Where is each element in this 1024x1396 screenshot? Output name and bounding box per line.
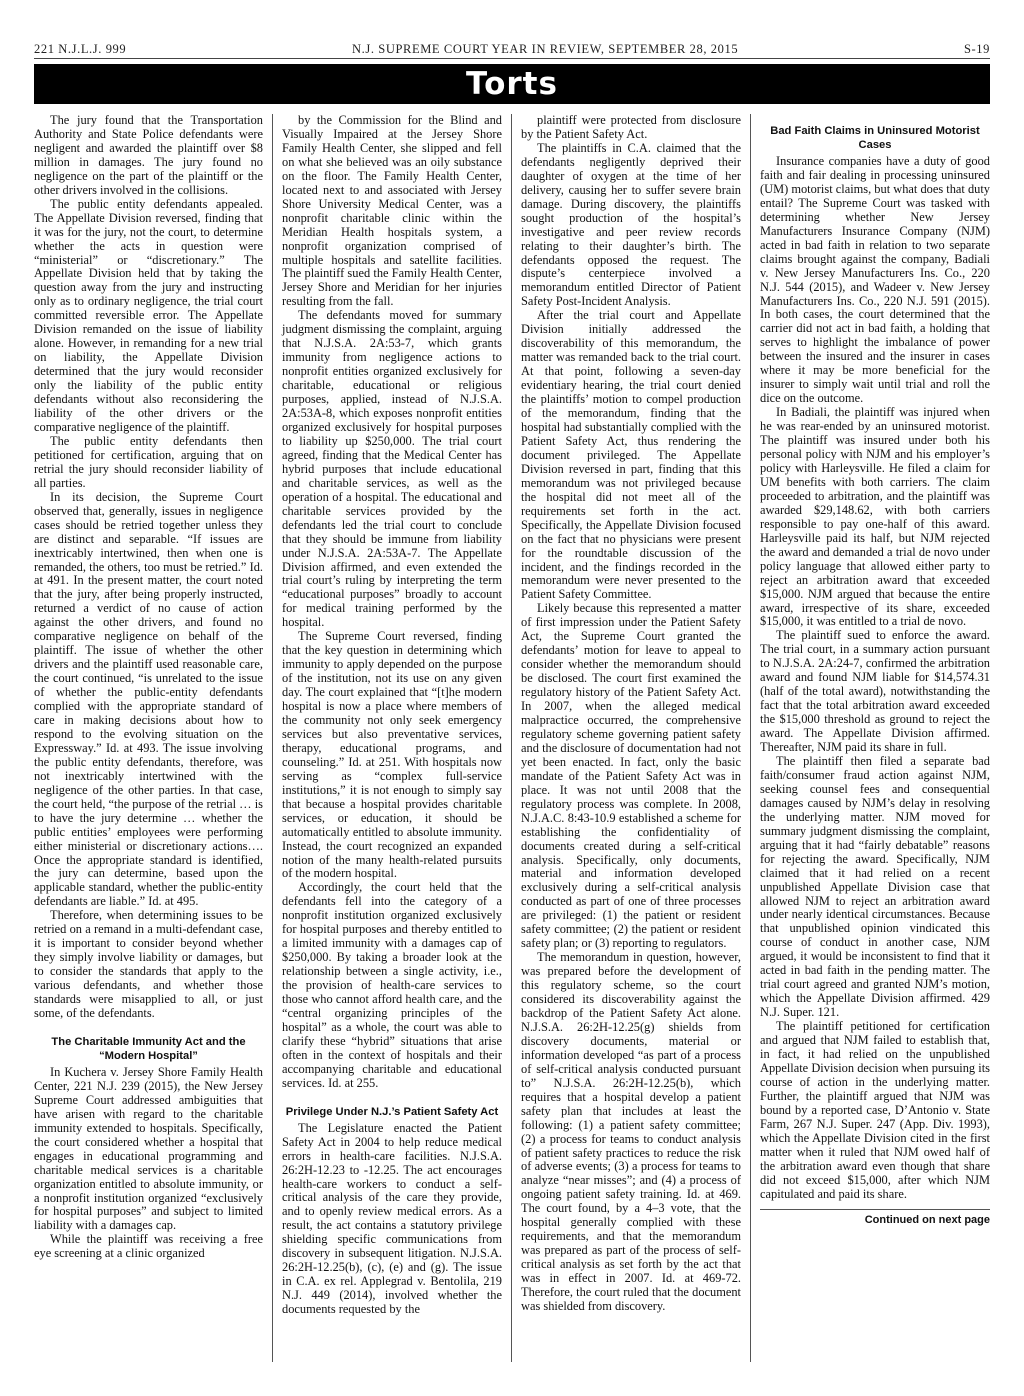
- paragraph: The Supreme Court reversed, finding that the key question in determining which immunity to apply depended on the purpose of the institution, not its use on any given day. The court explained that “[t]he modern hospital is now a place where members of the community not only seek emergency services but also preventative services, therapy, educational programs, and counseling.” Id. at 251. With hospitals now serving as “complex full-service institutions,” it is not enough to simply say that because a hospital provides charitable services, or education, it should be automatically entitled to absolute immunity. Instead, the court recognized an expanded notion of the many health-related pursuits of the modern hospital.: [282, 629, 502, 881]
- paragraph: The Legislature enacted the Patient Safety Act in 2004 to help reduce medical errors in health-care facilities. N.J.S.A. 26:2H-12.23 to -12.25. The act encourages health-care workers to conduct a self-critical analysis of the care they provide, and to openly review medical errors. As a result, the act contains a statutory privilege shielding specific communications from discovery in subsequent litigation. N.J.S.A. 26:2H-12.25(b), (c), (e) and (g). The issue in C.A. ex rel. Applegrad v. Bentolila, 219 N.J. 449 (2014), involved whether the documents requested by the: [282, 1120, 502, 1317]
- paragraph: In its decision, the Supreme Court observed that, generally, issues in negligence cases should be retried together unless they are distinct and separable. “If issues are inextricably intertwined, then when one is remanded, the others, too must be retried.” Id. at 491. In the present matter, the court noted that the jury, after being properly instructed, returned a verdict of no cause of action against the other drivers, and found no comparative negligence on behalf of the plaintiff. The issue of whether the other drivers and the plaintiff used reasonable care, the court continued, “is unrelated to the issue of whether the public-entity defendants complied with the appropriate standard of care in making decisions about how to respond to the evolving situation on the Expressway.” Id. at 493. The issue involving the public entity defendants, therefore, was not inextricably intertwined with the negligence of the other parties. In that case, the court held, “the purpose of the retrial … is to have the jury determine … whether the public entities’ employees were performing either ministerial or discretionary actions…. Once the appropriate standard is identified, the jury can determine, based upon the applicable standard, whether the public-entity defendants are liable.” Id. at 495.: [34, 489, 263, 909]
- header-rule: [34, 58, 990, 59]
- header-page-number: S-19: [963, 42, 990, 56]
- header-publication: N.J. SUPREME COURT YEAR IN REVIEW, SEPTEMBER 28, 2015: [352, 42, 739, 56]
- paragraph: The plaintiff then filed a separate bad faith/consumer fraud action against NJM, seeking counsel fees and consequential damages caused by NJM’s delay in resolving the underlying matter. NJM moved for summary judgment dismissing the complaint, arguing that it had “fairly debatable” reasons for rejecting the award. Specifically, NJM claimed that it had relied on a recent unpublished Appellate Division case that allowed NJM to reject an arbitration award under nearly identical circumstances. Because that unpublished opinion vindicated this course of conduct in another case, NJM argued, it would be inconsistent to find that it acted in bad faith in the pending matter. The trial court agreed and granted NJM’s motion, which the Appellate Division affirmed. 429 N.J. Super. 121.: [760, 753, 990, 1020]
- article-columns: [34, 114, 990, 1362]
- article-column-1: [34, 114, 273, 1362]
- paragraph: After the trial court and Appellate Division initially addressed the discoverability of this memorandum, the matter was remanded back to the trial court. At that point, following a seven-day evidentiary hearing, the trial court denied the plaintiffs’ motion to compel production of the memorandum, finding that the hospital had substantially complied with the Patient Safety Act, thus rendering the document privileged. The Appellate Division reversed in part, finding that this memorandum was not privileged because the hospital did not meet all of the requirements set forth in the act. Specifically, the Appellate Division focused on the fact that no physicians were present for the roundtable discussion of the incident, and the findings recorded in the memorandum were never presented to the Patient Safety Committee.: [521, 308, 741, 602]
- section-heading: The Charitable Immunity Act and the “Modern Hospital”: [51, 1035, 246, 1062]
- paragraph: Likely because this represented a matter of first impression under the Patient Safety Act, the Supreme Court granted the defendants’ motion for leave to appeal to consider whether the memorandum should be disclosed. The court first examined the regulatory history of the Patient Safety Act. In 2007, when the alleged medical malpractice occurred, the comprehensive regulatory scheme governing patient safety and the disclosure of documentation had not yet been enacted. In fact, only the basic mandate of the Patient Safety Act was in place. It was not until 2008 that the regulatory process was complete. In 2008, N.J.A.C. 8:43-10.9 established a scheme for establishing the confidentiality of documents created during a self-critical analysis. Specifically, only documents, material and information developed exclusively during a self-critical analysis conducted as part of one of three processes are privileged: (1) the patient or resident safety committee; (2) the patient or resident safety plan; or (3) reporting to regulators.: [521, 601, 741, 951]
- paragraph: The plaintiffs in C.A. claimed that the defendants negligently deprived their daughter of oxygen at the time of her delivery, causing her to suffer severe brain damage. During discovery, the plaintiffs sought production of the hospital’s investigative and peer review records relating to their daughter’s birth. The defendants opposed the request. The dispute’s centerpiece involved a memorandum entitled Director of Patient Safety Post-Incident Analysis.: [521, 140, 741, 309]
- running-header: [34, 42, 990, 57]
- article-column-4: [751, 114, 990, 1362]
- paragraph: The plaintiff petitioned for certification and argued that NJM failed to establish that, in fact, it had relied on the unpublished Appellate Division decision when pursuing its course of action in the underlying matter. Further, the plaintiff argued that NJM was bound by a reported case, D’Antonio v. State Farm, 267 N.J. Super. 247 (App. Div. 1993), which the Appellate Division cited in the first matter when it ruled that NJM owed half of the arbitration award even though that share did not exceed $15,000, after which NJM capitulated and paid its share.: [760, 1019, 990, 1201]
- section-heading: Privilege Under N.J.’s Patient Safety Act: [285, 1105, 499, 1118]
- paragraph: plaintiff were protected from disclosure by the Patient Safety Act.: [521, 114, 741, 141]
- paragraph: The jury found that the Transportation Authority and State Police defendants were negligent and awarded the plaintiff over $8 million in damages. The jury found no negligence on the part of the plaintiff or the other drivers involved in the collisions.: [34, 114, 263, 197]
- paragraph: The defendants moved for summary judgment dismissing the complaint, arguing that N.J.S.A. 2A:53-7, which grants immunity from negligence actions to nonprofit entities organized exclusively for charitable, educational or religious purposes, applied, instead of N.J.S.A. 2A:53A-8, which exposes nonprofit entities organized exclusively for hospital purposes to liability up $250,000. The trial court agreed, finding that the Medical Center has hybrid purposes that include educational and charitable services, as well as the operation of a hospital. The educational and charitable services provided by the defendants led the trial court to conclude that they should be immune from liability under N.J.S.A. 2A:53A-7. The Appellate Division affirmed, and even extended the trial court’s ruling by interpreting the term “educational purposes” broadly to account for medical training performed by the hospital.: [282, 308, 502, 630]
- paragraph: Insurance companies have a duty of good faith and fair dealing in processing uninsured (UM) motorist claims, but what does that duty entail? The Supreme Court was tasked with determining whether New Jersey Manufacturers Insurance Company (NJM) acted in bad faith in relation to two separate claims brought against the company, Badiali v. New Jersey Manufacturers Ins. Co., 220 N.J. 544 (2015), and Wadeer v. New Jersey Manufacturers Ins. Co., 220 N.J. 591 (2015). In both cases, the court determined that the carrier did not act in bad faith, a holding that serves to highlight the imbalance of power between the insured and the insurer in cases where it may be more beneficial for the insurer to simply wait until trial and roll the dice on the outcome.: [760, 154, 990, 406]
- continued-note: Continued on next page: [864, 1214, 990, 1227]
- paragraph: While the plaintiff was receiving a free eye screening at a clinic organized: [34, 1232, 263, 1261]
- article-column-4-body: [760, 124, 990, 1201]
- paragraph: Therefore, when determining issues to be retried on a remand in a multi-defendant case, it is important to consider beyond whether they simply involve liability or damages, but to consider the standards that apply to the various defendants, and whether those standards were misapplied to all, or just some, of the defendants.: [34, 908, 263, 1020]
- section-banner: Torts: [34, 64, 990, 104]
- paragraph: by the Commission for the Blind and Visually Impaired at the Jersey Shore Family Health Center, she slipped and fell on what she believed was an oily substance on the floor. The Family Health Center, located next to and associated with Jersey Shore University Medical Center, was a nonprofit charitable clinic within the Meridian Health hospitals system, a nonprofit organization comprised of multiple hospitals and satellite facilities. The plaintiff sued the Family Health Center, Jersey Shore and Meridian for her injuries resulting from the fall.: [282, 114, 502, 309]
- paragraph: Accordingly, the court held that the defendants fell into the category of a nonprofit institution organized exclusively for hospital purposes and thereby entitled to a limited immunity with a damages cap of $250,000. By taking a broader look at the relationship between a single activity, i.e., the provision of health-care services to those who cannot afford health care, and the “central organizing principles of the hospital” as a whole, the court was able to clarify these “hybrid” situations that arise often in the context of hospitals and their accompanying charitable and educational services. Id. at 255.: [282, 880, 502, 1090]
- paragraph: The public entity defendants then petitioned for certification, arguing that on retrial the jury should reconsider liability of all parties.: [34, 433, 263, 490]
- paragraph: In Kuchera v. Jersey Shore Family Health Center, 221 N.J. 239 (2015), the New Jersey Supreme Court addressed ambiguities that have arisen with regard to the charitable immunity extended to hospitals. Specifically, the court considered whether a hospital that engages in educational programming and charitable medical services is a charitable organization entitled to absolute immunity, or a nonprofit institution organized “exclusively for hospital purposes” and subject to limited liability with a damages cap.: [34, 1064, 263, 1233]
- paragraph: In Badiali, the plaintiff was injured when he was rear-ended by an uninsured motorist. The plaintiff was insured under both his personal policy with NJM and his employer’s policy with Harleysville. He filed a claim for UM benefits with both carriers. The claim proceeded to arbitration, and the plaintiff was awarded $29,148.62, with both carriers responsible to pay one-half of this award. Harleysville paid its half, but NJM rejected the award and demanded a trial de novo under policy language that allowed either party to reject an arbitration award that exceeded $15,000. NJM argued that because the entire award, irrespective of its share, exceeded $15,000, it was entitled to a trial de novo.: [760, 405, 990, 629]
- article-column-3: [512, 114, 751, 1362]
- continued-rule: [760, 1209, 990, 1210]
- paragraph: The plaintiff sued to enforce the award. The trial court, in a summary action pursuant to N.J.S.A. 2A:24-7, confirmed the arbitration award and found NJM liable for $14,574.31 (half of the total award), notwithstanding the fact that the total arbitration award exceeded the $15,000 threshold as ground to reject the award. The Appellate Division affirmed. Thereafter, NJM paid its share in full.: [760, 628, 990, 755]
- paragraph: The public entity defendants appealed. The Appellate Division reversed, finding that it was for the jury, not the court, to determine whether the acts in question were “ministerial” or “discretionary.” The Appellate Division held that by taking the question away from the jury and instructing only as to ordinary negligence, the trial court committed reversible error. The Appellate Division remanded on the issue of liability alone. However, in remanding for a new trial on liability, the Appellate Division determined that the jury would reconsider only the liability of the public entity defendants without also reconsidering the liability of the other drivers or the comparative negligence of the plaintiff.: [34, 196, 263, 434]
- article-column-2: [273, 114, 512, 1362]
- section-heading: Bad Faith Claims in Uninsured Motorist Cases: [770, 125, 980, 151]
- paragraph: The memorandum in question, however, was prepared before the development of this regulatory scheme, so the court considered its discoverability against the backdrop of the Patient Safety Act alone. N.J.S.A. 26:2H-12.25(g) shields from discovery documents, material or information developed “as part of a process of self-critical analysis conducted pursuant to” N.J.S.A. 26:2H-12.25(b), which requires that a hospital develop a patient safety plan that includes at least the following: (1) a patient safety committee; (2) a process for teams to conduct analysis of patient safety practices to reduce the risk of adverse events; (3) a process for teams to analyze “near misses”; and (4) a process of ongoing patient safety training. Id. at 469. The court found, by a 4–3 vote, that the hospital generally complied with these requirements, and that the memorandum was prepared as part of the process of self-critical analysis as set forth by the act that was in effect in 2007. Id. at 469-72. Therefore, the court ruled that the document was shielded from discovery.: [521, 950, 741, 1314]
- header-citation: 221 N.J.L.J. 999: [34, 42, 127, 56]
